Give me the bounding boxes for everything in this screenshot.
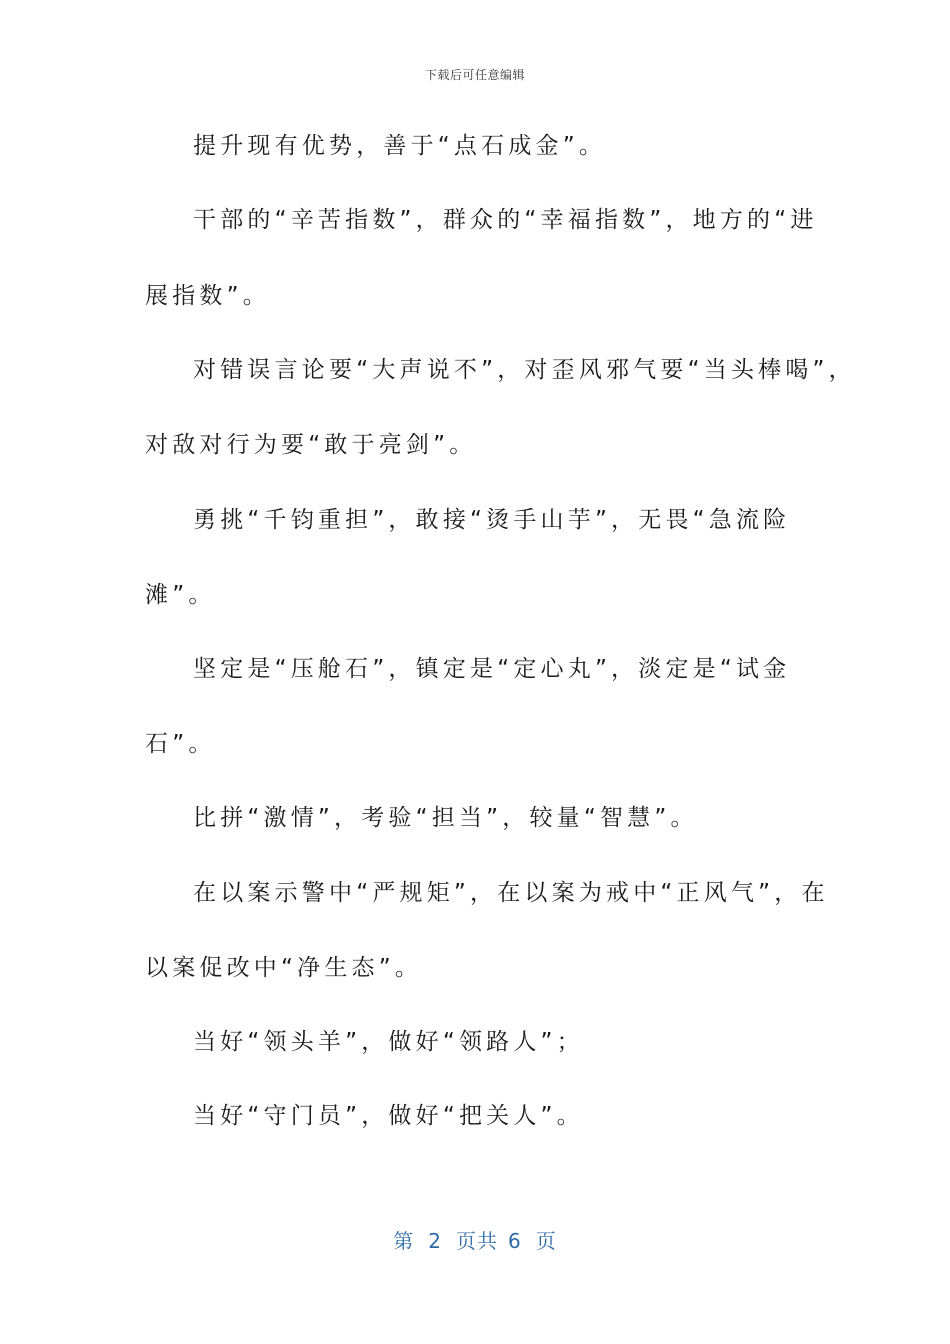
paragraph-line: 当好“守门员”，做好“把关人”。 <box>193 1103 584 1129</box>
paragraph-line: 在以案示警中“严规矩”，在以案为戒中“正风气”，在 <box>193 880 829 906</box>
paragraph-line: 当好“领头羊”，做好“领路人”； <box>193 1029 584 1055</box>
paragraph-line: 滩”。 <box>145 582 216 608</box>
paragraph-line: 石”。 <box>145 731 216 757</box>
total-page-number: 6 <box>508 1229 522 1253</box>
header-note: 下载后可任意编辑 <box>424 68 525 82</box>
paragraph-line: 展指数”。 <box>145 283 270 309</box>
paragraph-line: 比拼“激情”，考验“担当”，较量“智慧”。 <box>193 805 698 831</box>
page-number-footer <box>0 1225 950 1254</box>
footer-prefix: 第 <box>393 1229 415 1253</box>
current-page-number: 2 <box>428 1229 442 1253</box>
paragraph-line: 勇挑“千钧重担”，敢接“烫手山芋”，无畏“急流险 <box>193 507 791 533</box>
paragraph-line: 干部的“辛苦指数”，群众的“幸福指数”，地方的“进 <box>193 207 818 233</box>
paragraph-line: 以案促改中“净生态”。 <box>145 955 423 981</box>
paragraph-line: 坚定是“压舱石”，镇定是“定心丸”，淡定是“试金 <box>193 656 791 682</box>
paragraph-line: 提升现有优势，善于“点石成金”。 <box>193 133 607 159</box>
footer-middle: 页共 <box>456 1229 498 1253</box>
paragraph-line: 对错误言论要“大声说不”，对歪风邪气要“当头棒喝”， <box>193 357 856 383</box>
footer-suffix: 页 <box>535 1229 557 1253</box>
paragraph-line: 对敌对行为要“敢于亮剑”。 <box>145 432 477 458</box>
